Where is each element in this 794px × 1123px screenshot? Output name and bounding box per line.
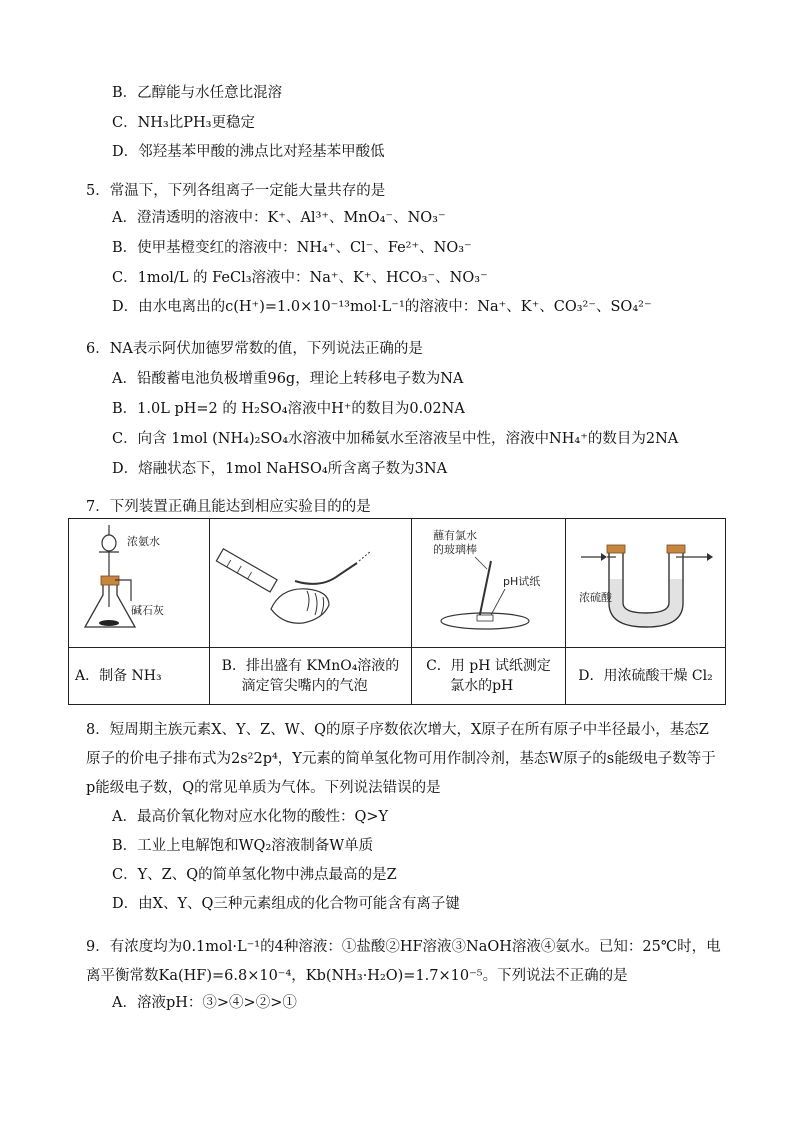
caption-c-line2: 氯水的pH	[450, 678, 514, 694]
q4-option-c: C．NH₃比PH₃更稳定	[112, 115, 255, 131]
fig-c-label-rod2: 的玻璃棒	[432, 543, 477, 556]
fig-a-label-soda-lime: 碱石灰	[131, 604, 164, 617]
figure-c-ph-paper	[413, 519, 565, 641]
q5-option-d: D．由水电离出的c(H⁺)=1.0×10⁻¹³mol·L⁻¹的溶液中：Na⁺、K⁺、CO₃²⁻、SO₄²⁻	[112, 299, 652, 315]
q6-option-b: B．1.0L pH=2 的 H₂SO₄溶液中H⁺的数目为0.02NA	[112, 401, 465, 417]
fig-a-label-ammonia: 浓氨水	[127, 535, 160, 548]
q6-option-c: C．向含 1mol (NH₄)₂SO₄水溶液中加稀氨水至溶液呈中性，溶液中NH₄⁺的数目为2NA	[112, 431, 679, 447]
q8-option-d: D．由X、Y、Q三种元素组成的化合物可能含有离子键	[112, 896, 460, 912]
q5-stem: 5．常温下，下列各组离子一定能大量共存的是	[86, 183, 386, 199]
figure-a-cell	[69, 519, 210, 648]
q8-stem: 8．短周期主族元素X、Y、Z、W、Q的原子序数依次增大，X原子在所有原子中半径最小，基态Z原子的价电子排布式为2s²2p⁴，Y元素的简单氢化物可用作制冷剂，基态W原子的s能级电子数等于p能级电子数，Q的常见单质为气体。下列说法错误的是	[86, 722, 716, 796]
fig-c-label-rod1: 蘸有氯水	[432, 529, 477, 542]
q7-stem: 7．下列装置正确且能达到相应实验目的的是	[86, 499, 371, 515]
q5-option-b: B．使甲基橙变红的溶液中：NH₄⁺、Cl⁻、Fe²⁺、NO₃⁻	[112, 240, 472, 256]
caption-a	[69, 648, 210, 705]
q6-option-d: D．熔融状态下，1mol NaHSO₄所含离子数为3NA	[112, 461, 448, 477]
caption-b-line1: B．排出盛有 KMnO₄溶液的	[221, 658, 400, 674]
q9-option-a: A．溶液pH：③>④>②>①	[112, 995, 297, 1011]
fig-d-label-acid: 浓硫酸	[578, 591, 612, 604]
caption-c	[412, 648, 566, 705]
q4-option-b: B．乙醇能与水任意比混溶	[112, 85, 283, 101]
q9-stem: 9．有浓度均为0.1mol·L⁻¹的4种溶液：①盐酸②HF溶液③NaOH溶液④氨水。已知：25℃时，电离平衡常数Ka(HF)=6.8×10⁻⁴，Kb(NH₃·H₂O)=1.7×10⁻⁵。下列说法不正确的是	[86, 939, 721, 984]
caption-c-line1: C．用 pH 试纸测定	[426, 658, 551, 674]
q5-option-c: C．1mol/L 的 FeCl₃溶液中：Na⁺、K⁺、HCO₃⁻、NO₃⁻	[112, 270, 488, 286]
q8-option-b: B．工业上电解饱和WQ₂溶液制备W单质	[112, 838, 374, 854]
figure-d-cell	[566, 519, 726, 648]
q8-option-a: A．最高价氧化物对应水化物的酸性：Q>Y	[112, 809, 389, 825]
caption-d-text: D．用浓硫酸干燥 Cl₂	[578, 668, 713, 684]
figure-b-burette-hand	[211, 519, 411, 641]
caption-b-line2: 滴定管尖嘴内的气泡	[241, 678, 368, 694]
q4-option-d: D．邻羟基苯甲酸的沸点比对羟基苯甲酸低	[112, 144, 385, 160]
caption-b	[210, 648, 412, 705]
q5-option-a: A．澄清透明的溶液中：K⁺、Al³⁺、MnO₄⁻、NO₃⁻	[112, 210, 446, 226]
figure-c-cell	[412, 519, 566, 648]
figure-b-cell	[210, 519, 412, 648]
q6-stem: 6．NA表示阿伏加德罗常数的值，下列说法正确的是	[86, 341, 423, 357]
caption-a-text: A．制备 NH₃	[75, 668, 162, 684]
fig-c-label-paper: pH试纸	[502, 575, 540, 588]
apparatus-table	[68, 518, 726, 705]
figure-d-u-tube	[567, 519, 725, 641]
figure-a-flask	[69, 519, 209, 641]
caption-d	[566, 648, 726, 705]
q6-option-a: A．铅酸蓄电池负极增重96g，理论上转移电子数为NA	[112, 371, 464, 387]
q8-option-c: C．Y、Z、Q的简单氢化物中沸点最高的是Z	[112, 867, 397, 883]
